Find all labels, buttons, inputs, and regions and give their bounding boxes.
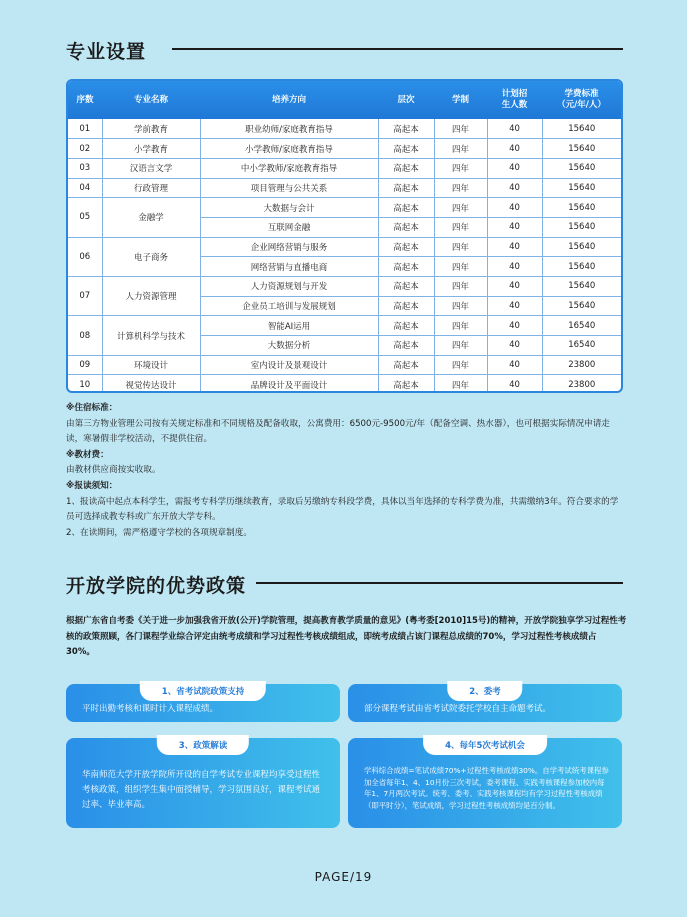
cell-fee: 15640 [542, 296, 621, 316]
table-row [68, 178, 621, 198]
cell-no: 05 [68, 198, 102, 237]
header-no: 序数 [68, 81, 102, 119]
cell-plan: 40 [487, 257, 542, 277]
page-number: PAGE/19 [314, 870, 373, 884]
cell-level: 高起本 [378, 257, 434, 277]
cell-fee: 23800 [568, 380, 596, 391]
cell-direction: 大数据分析 [200, 336, 378, 356]
table-row [68, 158, 621, 178]
cell-plan: 40 [487, 277, 542, 297]
cell-fee: 23800 [542, 355, 621, 375]
cell-fee: 15640 [542, 237, 621, 257]
header-fee: 学费标准 （元/年/人） [542, 81, 621, 119]
cell-plan: 40 [487, 198, 542, 218]
cell-direction: 项目管理与公共关系 [200, 178, 378, 198]
policy-box-4-label: 4、每年5次考试机会 [423, 735, 547, 755]
cell-no: 08 [68, 316, 102, 355]
cell-direction: 智能AI运用 [200, 316, 378, 336]
cell-major: 计算机科学与技术 [102, 316, 200, 355]
cell-years: 四年 [434, 355, 487, 375]
cell-direction: 企业网络营销与服务 [200, 237, 378, 257]
cell-plan: 40 [487, 178, 542, 198]
cell-fee: 15640 [542, 277, 621, 297]
header-plan: 计划招 生人数 [487, 81, 542, 119]
cell-plan: 40 [487, 375, 542, 393]
header-level: 层次 [378, 81, 434, 119]
cell-plan: 40 [487, 316, 542, 336]
cell-direction: 品牌设计及平面设计 [200, 375, 378, 393]
policy-box-4-text: 学科综合成绩=笔试成绩70%+过程性考核成绩30%。自学考试统考课程参加全省每年1、4、10月份三次考试，委考课程、实践考核课程参加校内每年1、7月两次考试。统考、委考、实践考核课程均有学习过程性考核成绩（即平时分），笔试成绩，学习过程性考核成绩均是百分制。 [364, 766, 609, 810]
table-row [68, 375, 621, 393]
cell-years: 四年 [434, 296, 487, 316]
cell-fee: 15640 [542, 139, 621, 159]
cell-plan: 40 [487, 296, 542, 316]
majors-table [66, 79, 623, 393]
cell-level: 高起本 [378, 296, 434, 316]
cell-direction: 网络营销与直播电商 [200, 257, 378, 277]
cell-years: 四年 [434, 178, 487, 198]
cell-years: 四年 [434, 375, 487, 393]
cell-fee: 15640 [542, 257, 621, 277]
cell-years: 四年 [434, 336, 487, 356]
cell-level: 高起本 [378, 355, 434, 375]
policy-box-1 [66, 684, 340, 722]
cell-level: 高起本 [378, 237, 434, 257]
table-row [68, 119, 621, 139]
table-row [68, 355, 621, 375]
policy-box-3-text: 华南师范大学开放学院所开设的自学考试专业课程均享受过程性考核政策，组织学生集中面授辅导，学习氛围良好，课程考试通过率、毕业率高。 [82, 770, 321, 810]
cell-level: 高起本 [378, 178, 434, 198]
cell-plan: 40 [487, 237, 542, 257]
cell-major: 电子商务 [102, 237, 200, 276]
cell-level: 高起本 [378, 336, 434, 356]
cell-years: 四年 [434, 277, 487, 297]
table-row [68, 237, 621, 257]
cell-years: 四年 [434, 316, 487, 336]
cell-years: 四年 [434, 217, 487, 237]
policy-box-3 [66, 738, 340, 828]
cell-years: 四年 [434, 198, 487, 218]
cell-direction: 人力资源规划与开发 [200, 277, 378, 297]
header-years: 学制 [434, 81, 487, 119]
cell-no: 10 [68, 375, 102, 393]
cell-direction: 中小学教师/家庭教育指导 [200, 158, 378, 178]
cell-fee: 15640 [542, 198, 621, 218]
cell-no: 06 [68, 237, 102, 276]
housing-title: ※住宿标准： [66, 403, 118, 413]
header-direction: 培养方向 [200, 81, 378, 119]
table-row [68, 139, 621, 159]
section-title-line [172, 48, 623, 50]
register-item-1: 1、报读高中起点本科学生，需报考专科学历继续教育，录取后另缴纳专科段学费，具体以当年选择的专科学费为准，共需缴纳3年。符合要求的学员可选择成教专科或广东开放大学专科。 [66, 496, 619, 523]
policy-box-1-text: 平时出勤考核和课时计入课程成绩。 [82, 704, 219, 714]
cell-years: 四年 [434, 257, 487, 277]
cell-direction: 室内设计及景观设计 [200, 355, 378, 375]
cell-major: 学前教育 [102, 119, 200, 139]
policy-box-4 [348, 738, 622, 828]
cell-no: 04 [68, 178, 102, 198]
cell-plan: 40 [487, 336, 542, 356]
cell-direction: 职业幼师/家庭教育指导 [200, 119, 378, 139]
cell-plan: 40 [487, 139, 542, 159]
cell-fee: 15640 [542, 178, 621, 198]
table-row [68, 198, 621, 218]
section-title-line-2 [256, 582, 623, 584]
policy-box-1-label: 1、省考试院政策支持 [140, 681, 266, 701]
cell-no: 02 [68, 139, 102, 159]
books-text: 由教材供应商按实收取。 [66, 465, 161, 476]
cell-fee: 16540 [542, 316, 621, 336]
cell-major: 视觉传达设计 [102, 375, 200, 393]
table-row [68, 277, 621, 297]
notes-block [66, 401, 626, 541]
cell-fee: 16540 [542, 336, 621, 356]
table-header-row [68, 81, 621, 119]
cell-years: 四年 [434, 119, 487, 139]
section-title-majors: 专业设置 [66, 41, 147, 63]
housing-text: 由第三方物业管理公司按有关规定标准和不同规格及配备收取，公寓费用：6500元-9500元/年（配备空调、热水器），也可根据实际情况申请走读，寒暑假非学校活动，不提供住宿。 [66, 418, 610, 445]
cell-major: 环境设计 [102, 355, 200, 375]
cell-fee: 15640 [542, 158, 621, 178]
cell-level: 高起本 [378, 139, 434, 159]
register-item-2: 2、在读期间，需严格遵守学校的各项规章制度。 [66, 527, 252, 538]
cell-level: 高起本 [378, 119, 434, 139]
cell-major: 人力资源管理 [102, 277, 200, 316]
cell-plan: 40 [487, 217, 542, 237]
cell-level: 高起本 [378, 158, 434, 178]
policy-box-2-label: 2、委考 [447, 681, 522, 701]
cell-fee: 15640 [542, 217, 621, 237]
cell-plan: 40 [487, 355, 542, 375]
cell-no: 03 [68, 158, 102, 178]
cell-direction: 大数据与会计 [200, 198, 378, 218]
policy-box-2-text: 部分课程考试由省考试院委托学校自主命题考试。 [364, 704, 552, 714]
cell-level: 高起本 [378, 198, 434, 218]
cell-major: 小学教育 [102, 139, 200, 159]
section-title-policy: 开放学院的优势政策 [66, 575, 247, 597]
register-title: ※报读须知： [66, 480, 118, 491]
cell-major: 金融学 [102, 198, 200, 237]
cell-years: 四年 [434, 139, 487, 159]
cell-direction: 企业员工培训与发展规划 [200, 296, 378, 316]
cell-direction: 小学教师/家庭教育指导 [200, 139, 378, 159]
cell-major: 汉语言文学 [102, 158, 200, 178]
cell-level: 高起本 [378, 277, 434, 297]
policy-box-2 [348, 684, 622, 722]
cell-plan: 40 [487, 158, 542, 178]
cell-no: 01 [68, 119, 102, 139]
cell-direction: 互联网金融 [200, 217, 378, 237]
cell-years: 四年 [434, 237, 487, 257]
cell-fee: 15640 [542, 119, 621, 139]
cell-major: 行政管理 [102, 178, 200, 198]
cell-level: 高起本 [378, 316, 434, 336]
cell-years: 四年 [434, 158, 487, 178]
books-title: ※教材费： [66, 449, 109, 460]
policy-box-3-label: 3、政策解读 [157, 735, 249, 755]
header-major: 专业名称 [102, 81, 200, 119]
cell-level: 高起本 [378, 217, 434, 237]
cell-no: 07 [68, 277, 102, 316]
table-row [68, 316, 621, 336]
cell-plan: 40 [487, 119, 542, 139]
cell-no: 09 [68, 355, 102, 375]
policy-intro: 根据广东省自考委《关于进一步加强我省开放(公开)学院管理，提高教育教学质量的意见》(粤考委[2010]15号)的精神，开放学院独享学习过程性考核的政策照顾，各门课程学业综合评定由统考成绩和学习过程性考核成绩组成，即统考成绩占该门课程总成绩的70%，学习过程性考核成绩占 30%。 [66, 616, 627, 658]
cell-level: 高起本 [378, 375, 434, 393]
